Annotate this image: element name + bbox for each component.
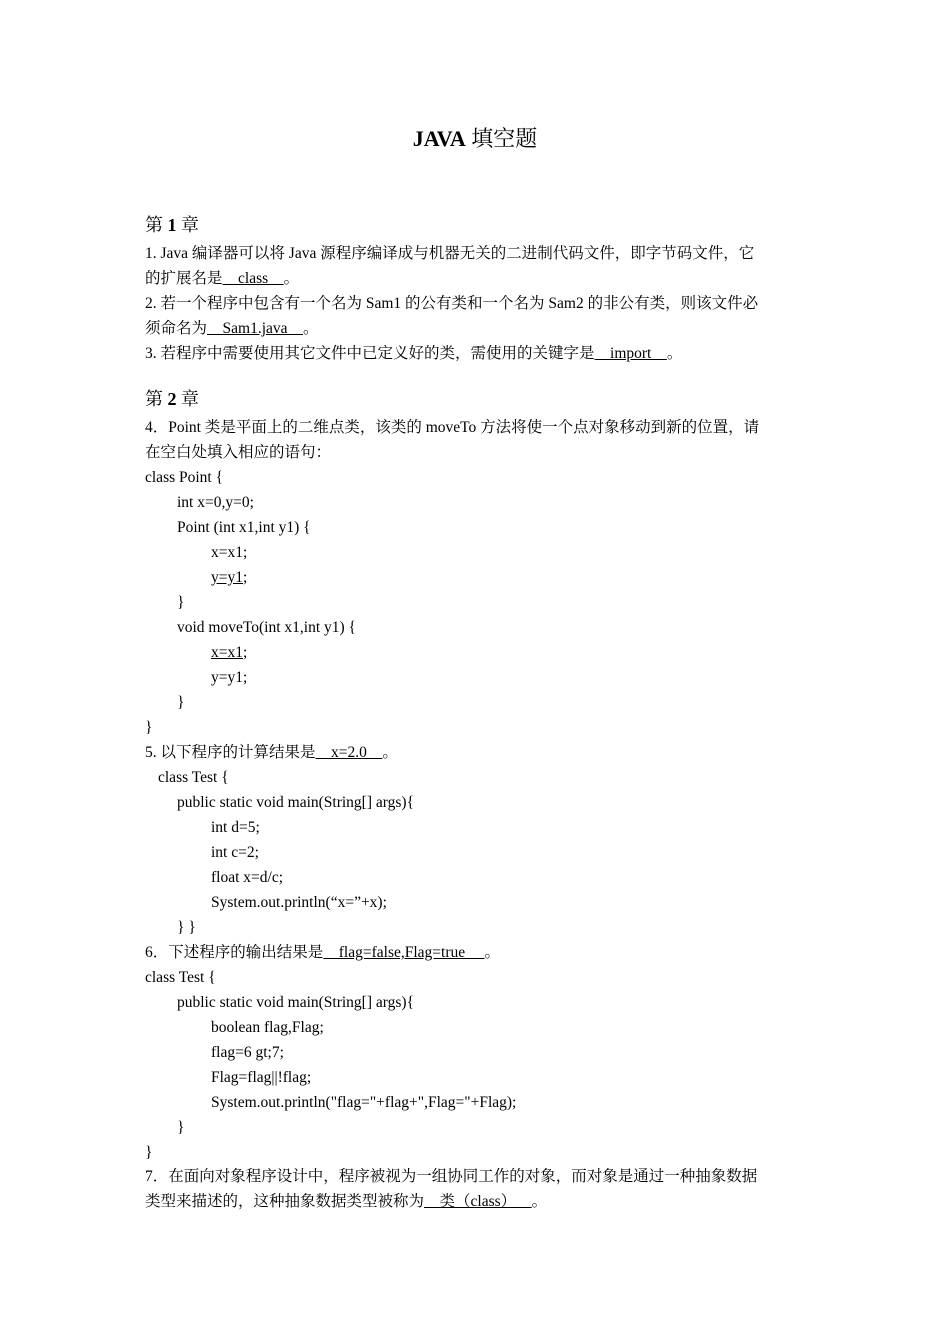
q5-text: 5. 以下程序的计算结果是 bbox=[145, 744, 316, 761]
code-line: x=x1; bbox=[211, 544, 248, 561]
q3-line bbox=[145, 341, 810, 366]
code-line: float x=d/c; bbox=[211, 869, 284, 886]
code-line: flag=6 gt;7; bbox=[211, 1044, 284, 1061]
q6-answer: flag=false,Flag=true bbox=[323, 944, 485, 961]
q4-line1: 4．Point 类是平面上的二维点类，该类的 moveTo 方法将使一个点对象移动到新的位置，请 bbox=[145, 419, 760, 436]
chapter-1-heading bbox=[145, 213, 810, 238]
code-line: System.out.println(“x=”+x); bbox=[211, 894, 387, 911]
code-line: int d=5; bbox=[211, 819, 260, 836]
title-latin: JAVA bbox=[412, 126, 466, 151]
code-line: } bbox=[145, 1144, 153, 1161]
q4-answer-1: y=y1 bbox=[211, 569, 243, 586]
q2-line2 bbox=[145, 316, 810, 341]
q7-text: 类型来描述的，这种抽象数据类型被称为 bbox=[145, 1193, 425, 1210]
q6-text: 6．下述程序的输出结果是 bbox=[145, 944, 324, 961]
code-line-answer bbox=[211, 640, 876, 665]
code-line: public static void main(String[] args){ bbox=[177, 994, 415, 1011]
code-line: } bbox=[177, 594, 185, 611]
code-line: int c=2; bbox=[211, 844, 259, 861]
q4-line2: 在空白处填入相应的语句： bbox=[145, 444, 332, 461]
chapter-number: 2 bbox=[167, 389, 177, 409]
q7-answer: 类（class） bbox=[424, 1193, 532, 1210]
chapter-suffix: 章 bbox=[181, 389, 199, 409]
code-line: } bbox=[177, 694, 185, 711]
chapter-prefix: 第 bbox=[145, 389, 163, 409]
q1-text: 的扩展名是 bbox=[145, 270, 223, 287]
q7-line1: 7．在面向对象程序设计中，程序被视为一组协同工作的对象，而对象是通过一种抽象数据 bbox=[145, 1168, 758, 1185]
q3-text: 3. 若程序中需要使用其它文件中已定义好的类，需使用的关键字是 bbox=[145, 345, 595, 362]
semicolon: ; bbox=[243, 644, 248, 661]
code-line: } bbox=[177, 1119, 185, 1136]
code-line: public static void main(String[] args){ bbox=[177, 794, 415, 811]
code-line: } } bbox=[177, 919, 196, 936]
q3-answer: import bbox=[594, 345, 667, 362]
code-line: class Test { bbox=[158, 769, 229, 786]
semicolon: ; bbox=[243, 569, 248, 586]
code-line: boolean flag,Flag; bbox=[211, 1019, 324, 1036]
code-line: Point (int x1,int y1) { bbox=[177, 519, 311, 536]
chapter-2-heading bbox=[145, 387, 810, 412]
q5-period: 。 bbox=[382, 744, 398, 761]
q6-line bbox=[145, 940, 810, 965]
chapter-number: 1 bbox=[167, 215, 177, 235]
q2-answer: Sam1.java bbox=[207, 320, 304, 337]
code-line: } bbox=[145, 719, 153, 736]
code-line: y=y1; bbox=[211, 669, 248, 686]
q7-period: 。 bbox=[531, 1193, 548, 1210]
q5-line bbox=[145, 740, 810, 765]
code-line: Flag=flag||!flag; bbox=[211, 1069, 312, 1086]
q5-answer: x=2.0 bbox=[315, 744, 383, 761]
chapter-suffix: 章 bbox=[181, 215, 199, 235]
q2-text: 须命名为 bbox=[145, 320, 208, 337]
code-line: System.out.println("flag="+flag+",Flag="+Flag); bbox=[211, 1094, 517, 1111]
page-title bbox=[0, 122, 950, 153]
code-line: class Test { bbox=[145, 969, 216, 986]
code-line: class Point { bbox=[145, 469, 224, 486]
code-line: int x=0,y=0; bbox=[177, 494, 254, 511]
code-line-answer bbox=[211, 565, 876, 590]
q3-period: 。 bbox=[666, 345, 683, 362]
q2-line1: 2. 若一个程序中包含有一个名为 Sam1 的公有类和一个名为 Sam2 的非公有类，则该文件必 bbox=[145, 295, 759, 312]
q2-period: 。 bbox=[303, 320, 319, 337]
q1-line2 bbox=[145, 266, 810, 291]
title-cjk: 填空题 bbox=[471, 126, 538, 151]
q1-answer: class bbox=[222, 270, 284, 287]
q1-period: 。 bbox=[283, 270, 300, 287]
code-line: void moveTo(int x1,int y1) { bbox=[177, 619, 356, 636]
q4-answer-2: x=x1 bbox=[211, 644, 243, 661]
chapter-prefix: 第 bbox=[145, 215, 163, 235]
q6-period: 。 bbox=[484, 944, 501, 961]
q7-line2 bbox=[145, 1189, 810, 1214]
q1-line1: 1. Java 编译器可以将 Java 源程序编译成与机器无关的二进制代码文件，即字节码文件，它 bbox=[145, 245, 755, 262]
